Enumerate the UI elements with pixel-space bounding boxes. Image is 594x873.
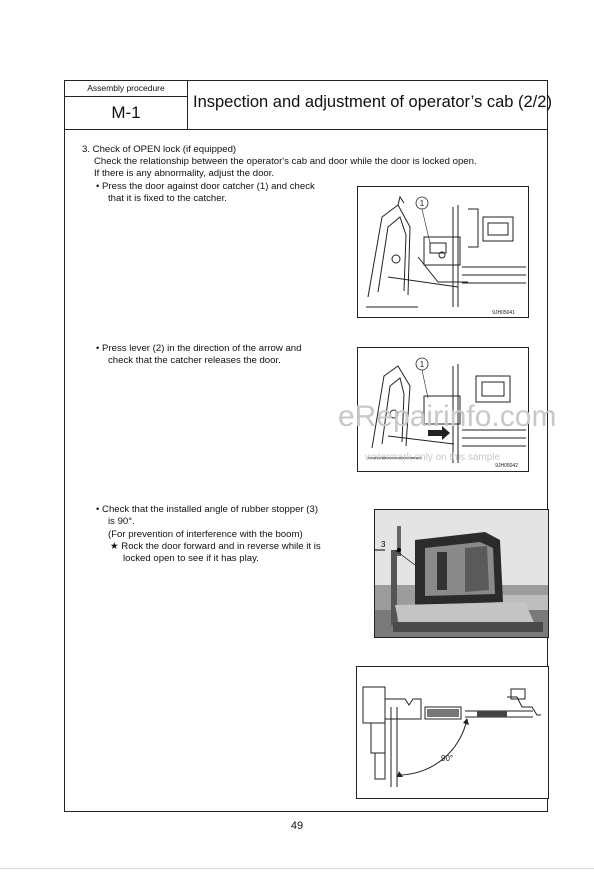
- figure-door-catcher: [357, 186, 529, 318]
- page-title: Inspection and adjustment of operator’s cab (2/2): [193, 93, 552, 111]
- step3-heading: 3. Check of OPEN lock (if equipped): [82, 144, 237, 155]
- figure-stopper-angle: [356, 666, 549, 799]
- fig2-code: 9JH05042: [495, 463, 518, 469]
- watermark-main: eRepairinfo.com: [338, 400, 557, 433]
- step3-instruction-2: If there is any abnormality, adjust the door.: [94, 168, 275, 179]
- bullet3-line3: (For prevention of interference with the boom): [108, 529, 303, 540]
- fig1-callout: 1: [419, 199, 425, 208]
- star-note-line1: ★ Rock the door forward and in reverse while it is: [110, 541, 321, 552]
- header-divider: [65, 129, 547, 130]
- section-label: Assembly procedure: [65, 81, 187, 97]
- bullet1-line2: that it is fixed to the catcher.: [108, 193, 227, 204]
- bullet1-line1: • Press the door against door catcher (1) and check: [96, 181, 315, 192]
- star-note-line2: locked open to see if it has play.: [123, 553, 259, 564]
- fig4-angle-label: 90°: [441, 754, 454, 763]
- bullet3-line1: • Check that the installed angle of rubber stopper (3): [96, 504, 319, 515]
- procedure-code: M-1: [111, 103, 141, 122]
- figure-cab-photo: [374, 509, 549, 638]
- bottom-rule: [0, 868, 594, 869]
- fig2-callout: 1: [419, 360, 425, 369]
- bullet3-line2: is 90°.: [108, 516, 135, 527]
- header-code-box: [65, 81, 188, 129]
- fig3-callout: 3: [381, 540, 386, 549]
- bullet2-line1: • Press lever (2) in the direction of the arrow and: [96, 343, 302, 354]
- step3-instruction: Check the relationship between the operator's cab and door while the door is locked open.: [94, 156, 477, 167]
- fig1-code: 9JH05041: [492, 310, 515, 316]
- page-number: 49: [290, 820, 304, 832]
- bullet2-line2: check that the catcher releases the door.: [108, 355, 281, 366]
- watermark-sub: watermark only on this sample: [365, 452, 501, 463]
